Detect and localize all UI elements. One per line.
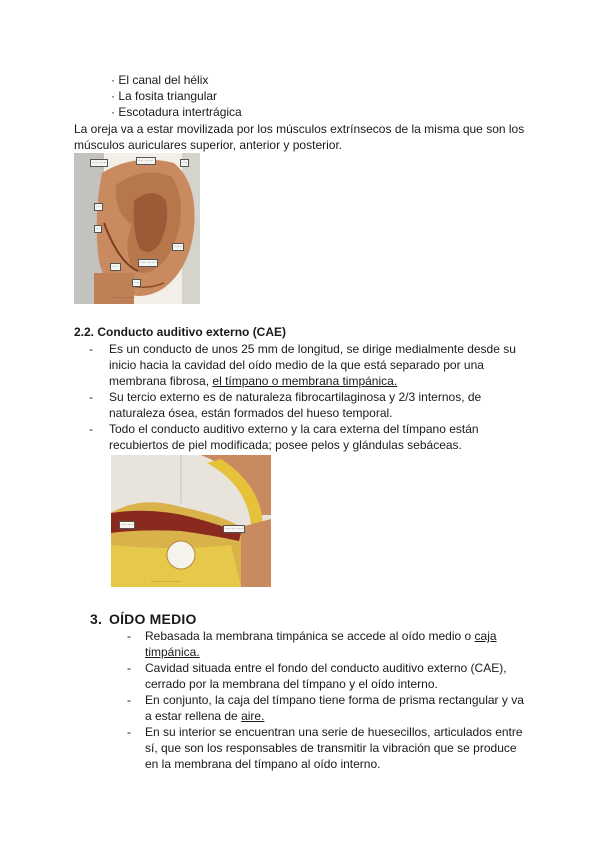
bullet-line <box>145 628 497 644</box>
section-heading-cae: 2.2. Conducto auditivo externo (CAE) <box>74 325 287 339</box>
bullet-dash: - <box>127 629 131 643</box>
bullet-line: En su interior se encuentran una serie de huesecillos, articulados entre <box>145 725 523 739</box>
bullet-line: Su tercio externo es de naturaleza fibrocartilaginosa y 2/3 internos, de <box>109 390 482 404</box>
bullet-line: Cavidad situada entre el fondo del conducto auditivo externo (CAE), <box>145 661 507 675</box>
section-number: 3. <box>90 611 103 627</box>
paragraph-line: músculos auriculares superior, anterior y posterior. <box>74 138 343 152</box>
underlined-term: caja <box>474 629 497 643</box>
bullet-line: cerrado por la membrana del tímpano y el oído interno. <box>145 677 438 691</box>
bullet-dash: - <box>127 661 131 675</box>
underlined-term: el tímpano o membrana timpánica. <box>212 374 398 388</box>
ear-anatomy-figure: ····· ····· ···· ·· ···· ···· ···· ··· ······ ····· ······ ····· ···· ········ ···· ····· <box>74 153 200 304</box>
bullet-text: Rebasada la membrana timpánica se accede al oído medio o <box>145 629 475 643</box>
bullet-dash: - <box>89 390 93 404</box>
bullet-line: en la membrana del tímpano al oído interno. <box>145 757 381 771</box>
underlined-term: timpánica. <box>145 645 200 659</box>
underlined-term: aire. <box>241 709 265 723</box>
bullet-line: recubiertos de piel modificada; posee pelos y glándulas sebáceas. <box>109 438 462 452</box>
bullet-text: a estar rellena de <box>145 709 242 723</box>
bullet-line: naturaleza ósea, están formados del hueso temporal. <box>109 406 393 420</box>
bullet-line <box>109 373 397 389</box>
bullet-line <box>145 708 264 724</box>
bullet-dash: - <box>127 725 131 739</box>
ear-canal-figure: ········· ········ ····· ········ ······· ······ <box>111 455 271 587</box>
bullet-text: membrana fibrosa, <box>109 374 213 388</box>
bullet-line: sí, que son los responsables de transmitir la vibración que se produce <box>145 741 517 755</box>
ear-canal-illustration <box>111 455 271 587</box>
paragraph-line: La oreja va a estar movilizada por los músculos extrínsecos de la misma que son los <box>74 122 525 136</box>
bullet-dash: - <box>89 342 93 356</box>
bullet-line: En conjunto, la caja del tímpano tiene forma de prisma rectangular y va <box>145 693 524 707</box>
bullet-dash: - <box>89 422 93 436</box>
section-heading-oido-medio: OÍDO MEDIO <box>109 611 197 627</box>
bullet-line: inicio hacia la cavidad del oído medio de la que está separado por una <box>109 358 484 372</box>
bullet-line: Todo el conducto auditivo externo y la cara externa del tímpano están <box>109 422 479 436</box>
list-item: · Escotadura intertrágica <box>111 105 242 119</box>
bullet-line: Es un conducto de unos 25 mm de longitud, se dirige medialmente desde su <box>109 342 516 356</box>
list-item: · El canal del hélix <box>111 73 209 87</box>
bullet-line <box>145 644 200 660</box>
bullet-dash: - <box>127 693 131 707</box>
list-item: · La fosita triangular <box>111 89 218 103</box>
